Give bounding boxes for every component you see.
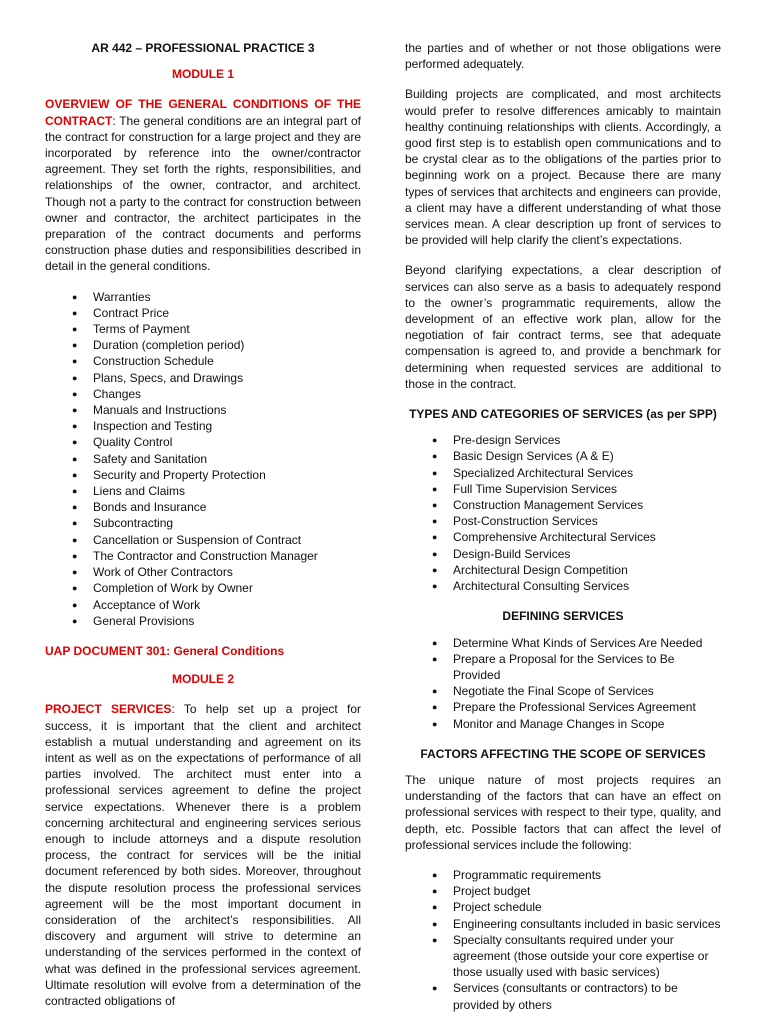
bullet-icon: ● (72, 453, 78, 464)
list-item (45, 548, 361, 564)
bullet-icon: ● (432, 564, 438, 575)
list-item-text: Safety and Sanitation (93, 451, 208, 466)
paragraph-expectations: Beyond clarifying expectations, a clear description of services can also serve as a basis to adequately respond to the owner’s programmatic requirements, allow the development of an effective work plan, allow for the negotiation of fair contract terms, see that adequate compensation is agreed to, and provide a benchmark for determining when requested services are additional to those in the contract. (405, 263, 721, 391)
list-item (45, 515, 361, 531)
list-item-text: General Provisions (93, 613, 195, 628)
bullet-icon: ● (432, 718, 438, 729)
list-item (405, 562, 721, 578)
list-item (405, 867, 721, 883)
factors-heading: FACTORS AFFECTING THE SCOPE OF SERVICES (420, 746, 706, 761)
bullet-icon: ● (432, 902, 438, 913)
list-item-text: Project budget (453, 884, 531, 899)
bullet-icon: ● (72, 340, 78, 351)
list-item-text: Manuals and Instructions (93, 403, 227, 418)
list-item-text: Quality Control (93, 435, 173, 450)
bullet-icon: ● (432, 548, 438, 559)
bullet-icon: ● (432, 886, 438, 897)
list-item (405, 635, 721, 651)
list-item (405, 651, 721, 683)
continuation-paragraph: the parties and of whether or not those obligations were performed adequately. (405, 41, 721, 72)
list-item (45, 289, 361, 305)
bullet-icon: ● (432, 516, 438, 527)
list-item-text: Work of Other Contractors (93, 565, 233, 580)
list-item-text: Determine What Kinds of Services Are Needed (453, 635, 703, 650)
list-item-text: Architectural Consulting Services (453, 579, 630, 594)
bullet-icon: ● (432, 702, 438, 713)
bullet-icon: ● (72, 356, 78, 367)
list-item-text: Basic Design Services (A & E) (453, 449, 614, 464)
list-item-text: Cancellation or Suspension of Contract (93, 532, 302, 547)
list-item (405, 481, 721, 497)
uap-document-heading: UAP DOCUMENT 301: General Conditions (45, 643, 285, 658)
list-item (405, 546, 721, 562)
list-item (405, 916, 721, 932)
bullet-icon: ● (72, 518, 78, 529)
bullet-icon: ● (72, 324, 78, 335)
list-item-text: Inspection and Testing (93, 419, 213, 434)
bullet-icon: ● (432, 934, 438, 945)
project-services-body: : To help set up a project for success, it is important that the client and architect establish a mutual understanding and agreement on its intent as well as on the expectations of performance of all parties involved. The architect must enter into a professional services agreement to define the project service expectations. Whenever there is a problem concerning architectural and engineering services serious enough to include attorneys and a dispute resolution process, the contract for services will be the initial document referenced by both sides. Moreover, throughout the dispute resolution process the professional services agreement will be the most important document in consideration of the architect’s responsibilities. All discovery and argument will strive to determine an understanding of the services performed in the context of what was defined in the professional services agreement. Ultimate resolution will evolve from a determination of the contracted obligations of (45, 702, 361, 1008)
list-item (45, 402, 361, 418)
list-item (45, 434, 361, 450)
list-item (45, 532, 361, 548)
list-item-text: Prepare a Proposal for the Services to Be Provided (453, 651, 675, 682)
bullet-icon: ● (72, 534, 78, 545)
module-2-heading: MODULE 2 (171, 672, 234, 687)
list-item (405, 578, 721, 594)
list-item (45, 580, 361, 596)
list-item (405, 932, 721, 981)
list-item (45, 613, 361, 629)
overview-paragraph (45, 96, 361, 274)
list-item (405, 899, 721, 915)
project-services-paragraph (45, 701, 361, 1009)
bullet-icon: ● (432, 483, 438, 494)
bullet-icon: ● (432, 500, 438, 511)
list-item-text: Design-Build Services (453, 546, 571, 561)
factors-list (405, 867, 721, 1013)
bullet-icon: ● (72, 583, 78, 594)
list-item (405, 448, 721, 464)
list-item (405, 699, 721, 715)
list-item-text: Duration (completion period) (93, 338, 245, 353)
factors-intro-paragraph: The unique nature of most projects requires an understanding of the factors that can have an effect on professional services with respect to their type, quality, and depth, etc. Possible factors that can affect the level of professional services include the following: (405, 772, 721, 852)
bullet-icon: ● (72, 502, 78, 513)
list-item-text: Prepare the Professional Services Agreement (453, 700, 696, 715)
bullet-icon: ● (432, 581, 438, 592)
list-item-text: Warranties (93, 289, 151, 304)
list-item-text: Liens and Claims (93, 484, 186, 499)
list-item (45, 370, 361, 386)
list-item-text: Plans, Specs, and Drawings (93, 370, 244, 385)
list-item (45, 305, 361, 321)
bullet-icon: ● (72, 469, 78, 480)
bullet-icon: ● (432, 686, 438, 697)
list-item (405, 716, 721, 732)
bullet-icon: ● (432, 637, 438, 648)
list-item-text: Changes (93, 386, 142, 401)
list-item-text: Acceptance of Work (93, 597, 201, 612)
bullet-icon: ● (72, 550, 78, 561)
list-item (45, 597, 361, 613)
list-item-text: Construction Schedule (93, 354, 214, 369)
bullet-icon: ● (432, 467, 438, 478)
list-item (405, 497, 721, 513)
overview-body: : The general conditions are an integral part of the contract for construction for a large project and they are incorporated by reference into the owner/contractor agreement. They set forth the rights, responsibilities, and relationships of the owner, contractor, and architect. Though not a party to the contract for construction between owner and contractor, the architect participates in the preparation of the contract documents and performs construction phase duties and responsibilities described in detail in the general conditions. (45, 113, 361, 274)
list-item (405, 529, 721, 545)
module-1-heading: MODULE 1 (171, 67, 234, 82)
list-item-text: Security and Property Protection (93, 467, 266, 482)
bullet-icon: ● (72, 486, 78, 497)
list-item-text: The Contractor and Construction Manager (93, 548, 318, 563)
defining-services-heading: DEFINING SERVICES (502, 609, 624, 624)
list-item-text: Comprehensive Architectural Services (453, 530, 656, 545)
list-item-text: Construction Management Services (453, 498, 644, 513)
bullet-icon: ● (432, 435, 438, 446)
general-conditions-list (45, 289, 361, 629)
list-item-text: Terms of Payment (93, 322, 190, 337)
list-item-text: Services (consultants or contractors) to be provided by others (453, 981, 678, 1012)
list-item-text: Bonds and Insurance (93, 500, 207, 515)
bullet-icon: ● (432, 653, 438, 664)
bullet-icon: ● (72, 388, 78, 399)
paragraph-complications: Building projects are complicated, and most architects would prefer to resolve differences amicably to maintain healthy continuing relationships with clients. Accordingly, a good first step is to establish open communications and to be crystal clear as to the obligations of the parties prior to beginning work on a project. Because there are many types of services that architects and engineers can provide, a client may have a different understanding of what those services mean. A clear description up front of services to be provided will help clarify the client’s expectations. (405, 87, 721, 248)
list-item-text: Monitor and Manage Changes in Scope (453, 716, 665, 731)
list-item-text: Specialized Architectural Services (453, 465, 634, 480)
document-title: AR 442 – PROFESSIONAL PRACTICE 3 (91, 41, 315, 55)
list-item-text: Architectural Design Competition (453, 562, 628, 577)
list-item (45, 321, 361, 337)
list-item (45, 483, 361, 499)
bullet-icon: ● (72, 567, 78, 578)
list-item (405, 465, 721, 481)
bullet-icon: ● (72, 599, 78, 610)
bullet-icon: ● (72, 307, 78, 318)
defining-services-list (405, 635, 721, 732)
list-item-text: Post-Construction Services (453, 514, 598, 529)
list-item (45, 564, 361, 580)
list-item (45, 386, 361, 402)
list-item (45, 337, 361, 353)
list-item-text: Full Time Supervision Services (453, 481, 618, 496)
list-item (45, 353, 361, 369)
list-item-text: Engineering consultants included in basic services (453, 916, 721, 931)
list-item (405, 980, 721, 1012)
bullet-icon: ● (432, 451, 438, 462)
list-item-text: Specialty consultants required under your agreement (those outside your core expertise or those usually used with basic services) (453, 932, 709, 980)
project-services-heading: PROJECT SERVICES (45, 702, 172, 717)
bullet-icon: ● (72, 437, 78, 448)
bullet-icon: ● (432, 918, 438, 929)
list-item (45, 418, 361, 434)
overview-heading: OVERVIEW OF THE GENERAL CONDITIONS OF THE CONTRACT (45, 97, 361, 128)
types-of-services-list (405, 432, 721, 594)
list-item (405, 883, 721, 899)
list-item-text: Project schedule (453, 900, 542, 915)
list-item (405, 432, 721, 448)
bullet-icon: ● (432, 983, 438, 994)
list-item-text: Programmatic requirements (453, 867, 602, 882)
list-item-text: Contract Price (93, 305, 170, 320)
list-item (45, 467, 361, 483)
right-column (405, 40, 721, 1027)
bullet-icon: ● (72, 372, 78, 383)
bullet-icon: ● (432, 532, 438, 543)
list-item (45, 499, 361, 515)
left-column (45, 40, 361, 1009)
list-item-text: Subcontracting (93, 516, 174, 531)
list-item-text: Pre-design Services (453, 433, 561, 448)
list-item-text: Completion of Work by Owner (93, 581, 253, 596)
bullet-icon: ● (432, 869, 438, 880)
list-item (405, 683, 721, 699)
list-item-text: Negotiate the Final Scope of Services (453, 684, 654, 699)
bullet-icon: ● (72, 405, 78, 416)
bullet-icon: ● (72, 615, 78, 626)
types-heading: TYPES AND CATEGORIES OF SERVICES (as per SPP) (409, 407, 717, 422)
bullet-icon: ● (72, 421, 78, 432)
list-item (405, 513, 721, 529)
bullet-icon: ● (72, 291, 78, 302)
list-item (45, 451, 361, 467)
